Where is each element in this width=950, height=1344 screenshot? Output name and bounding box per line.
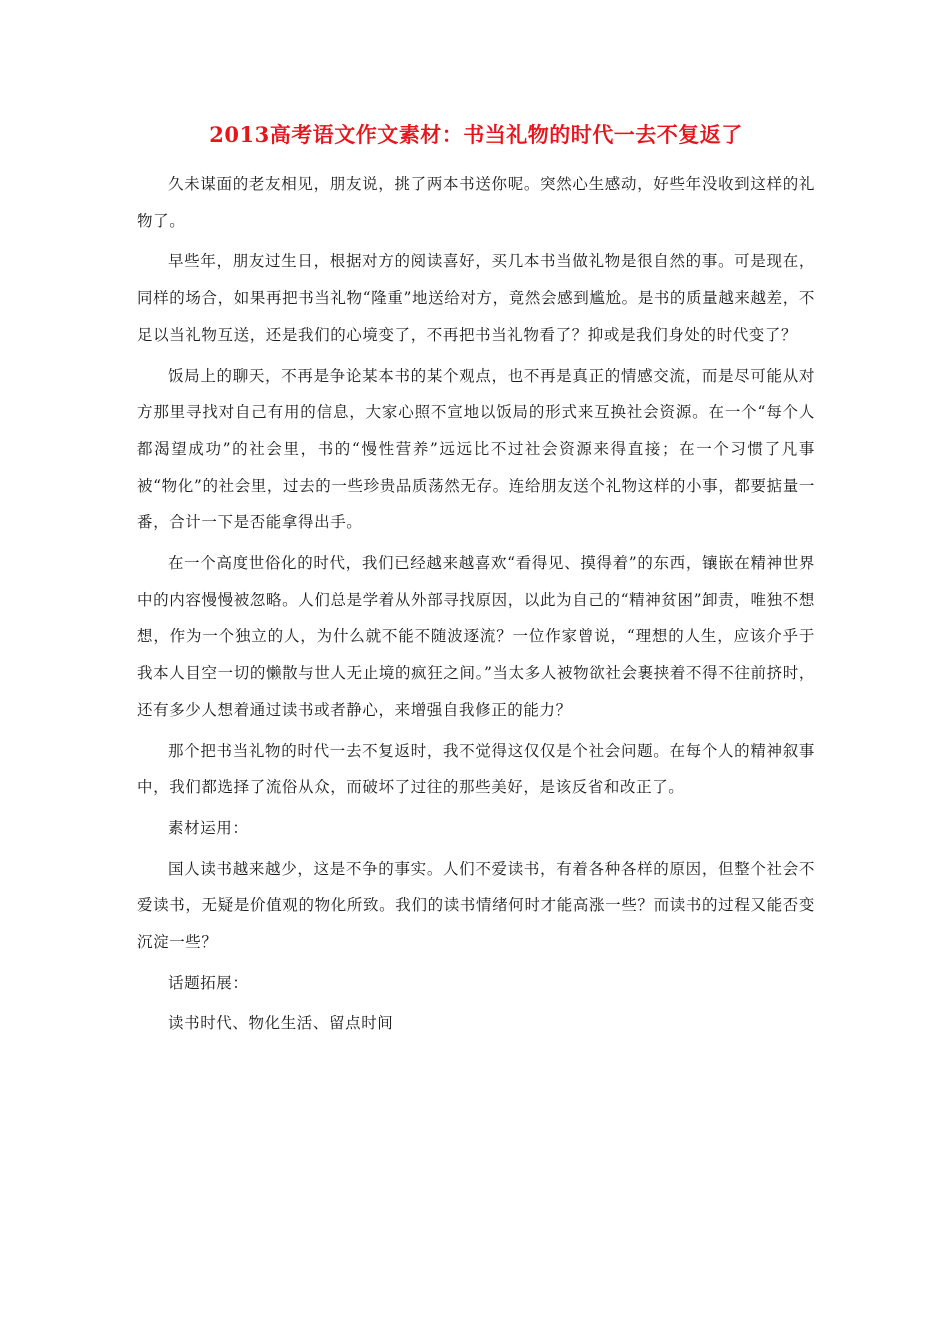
document-title: 2013高考语文作文素材：书当礼物的时代一去不复返了 bbox=[209, 122, 743, 147]
paragraph-dinner-talk: 饭局上的聊天，不再是争论某本书的某个观点，也不再是真正的情感交流，而是尽可能从对方那里寻找对自己有用的信息，大家心照不宣地以饭局的形式来互换社会资源。在一个“每个人都渴望成功”的社会里，书的“慢性营养”远远比不过社会资源来得直接；在一个习惯了凡事被“物化”的社会里，过去的一些珍贵品质荡然无存。连给朋友送个礼物这样的小事，都要掂量一番，合计一下是否能拿得出手。 bbox=[137, 366, 815, 532]
section-heading-material-use: 素材运用： bbox=[168, 818, 249, 837]
paragraph-early-years: 早些年，朋友过生日，根据对方的阅读喜好，买几本书当做礼物是很自然的事。可是现在，同样的场合，如果再把书当礼物“隆重”地送给对方，竟然会感到尴尬。是书的质量越来越差，不足以当礼物互送，还是我们的心境变了，不再把书当礼物看了？抑或是我们身处的时代变了？ bbox=[137, 252, 815, 344]
paragraph-reunion: 久未谋面的老友相见，朋友说，挑了两本书送你呢。突然心生感动，好些年没收到这样的礼物了。 bbox=[137, 175, 815, 230]
paragraph-secular-era: 在一个高度世俗化的时代，我们已经越来越喜欢“看得见、摸得着”的东西，镶嵌在精神世界中的内容慢慢被忽略。人们总是学着从外部寻找原因，以此为自己的“精神贫困”卸责，唯独不想想，作为一个独立的人，为什么就不能不随波逐流？一位作家曾说，“理想的人生，应该介乎于我本人目空一切的懒散与世人无止境的疯狂之间。”当太多人被物欲社会裹挟着不得不往前挤时，还有多少人想着通过读书或者静心，来增强自我修正的能力？ bbox=[137, 554, 815, 719]
paragraph-conclusion: 那个把书当礼物的时代一去不复返时，我不觉得这仅仅是个社会问题。在每个人的精神叙事中，我们都选择了流俗从众，而破坏了过往的那些美好，是该反省和改正了。 bbox=[137, 741, 815, 797]
document-page bbox=[137, 118, 815, 1046]
paragraph-material-use: 国人读书越来越少，这是不争的事实。人们不爱读书，有着各种各样的原因，但整个社会不爱读书，无疑是价值观的物化所致。我们的读书情绪何时才能高涨一些？而读书的过程又能否变沉淀一些？ bbox=[137, 859, 815, 952]
paragraph-topic-extension: 读书时代、物化生活、留点时间 bbox=[168, 1014, 394, 1033]
section-heading-topic-extension: 话题拓展： bbox=[168, 973, 249, 992]
